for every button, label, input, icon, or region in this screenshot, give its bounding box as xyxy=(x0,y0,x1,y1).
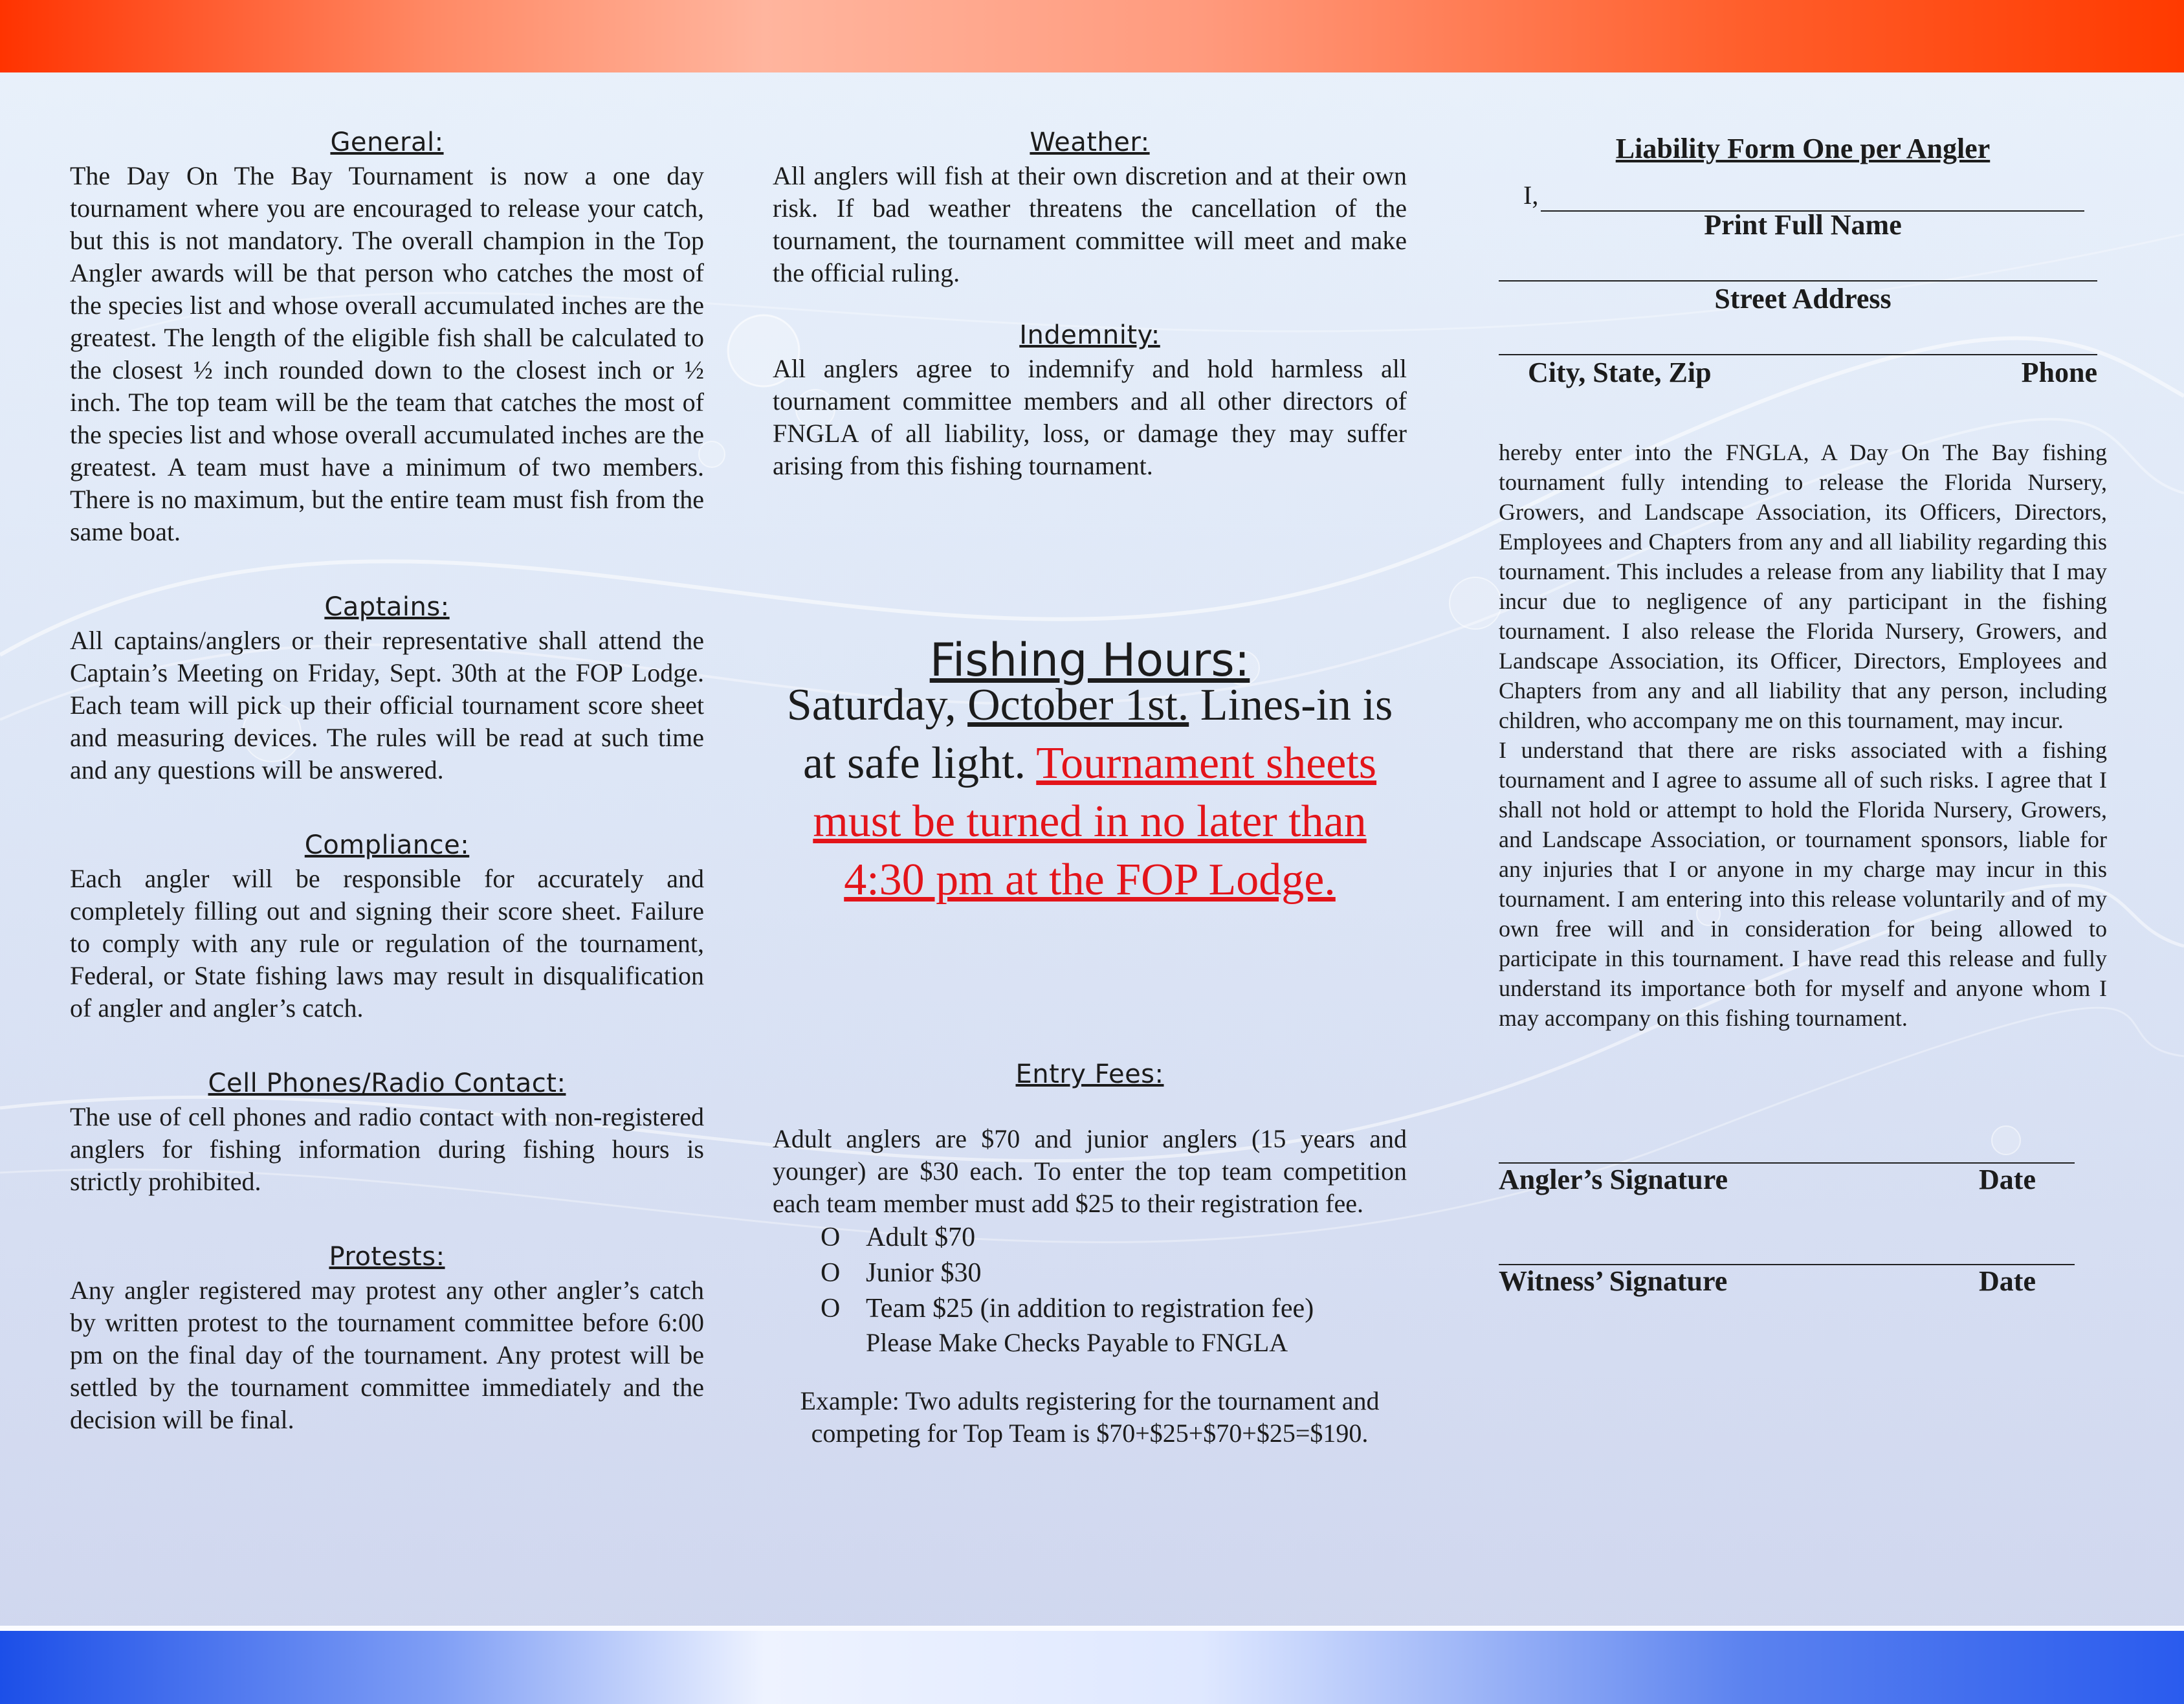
fee-option-label: Adult $70 xyxy=(866,1223,976,1252)
indemnity-section xyxy=(773,319,1407,482)
general-text: The Day On The Bay Tournament is now a one day tournament where you are encouraged to release your catch, but this is not mandatory. The overall champion in the Top Angler awards will be that person who catches the most of the species list and whose overall accumulated inches are the greatest. The length of the eligible fish shall be calculated to the closest ½ inch rounded down to the closest inch or ½ inch. The top team will be the team that catches the most of the species list and whose overall accumulated inches are the greatest. A team must have a minimum of two members. There is no maximum, but the entire team must fish from the same boat. xyxy=(70,161,704,546)
fee-option-label: Team $25 (in addition to registration fee) xyxy=(866,1294,1314,1323)
fee-option-marker: O xyxy=(821,1223,841,1252)
city-phone-label-row xyxy=(1528,357,2097,389)
indemnity-heading: Indemnity: xyxy=(1019,320,1160,350)
protests-heading: Protests: xyxy=(329,1242,445,1272)
phone-label: Phone xyxy=(2021,357,2097,388)
compliance-text: Each angler will be responsible for accurately and completely filling out and signing their score sheet. Failure to comply with any rule or regulation of the tournament, Federal, or State fishing laws may result in disqualification of angler and angler’s catch. xyxy=(70,864,704,1023)
fee-option-adult[interactable] xyxy=(821,1220,1407,1256)
fishing-hours-heading: Fishing Hours: xyxy=(929,634,1250,687)
fishing-hours-deadline: Tournament sheets must be turned in no later than 4:30 pm at the FOP Lodge. xyxy=(813,738,1377,905)
general-heading: General: xyxy=(330,127,444,157)
fishing-hours-prefix: Saturday, xyxy=(786,680,968,730)
fishing-hours-section xyxy=(773,634,1407,909)
witness-date-label: Date xyxy=(1979,1265,2036,1297)
rules-column-middle xyxy=(773,126,1407,1450)
general-section xyxy=(70,126,704,548)
fee-option-marker: O xyxy=(821,1258,841,1288)
name-line-row xyxy=(1523,179,2107,212)
rules-column-left xyxy=(70,126,704,1479)
witness-signature-label-row xyxy=(1499,1265,2075,1298)
protests-section xyxy=(70,1241,704,1436)
compliance-section xyxy=(70,829,704,1024)
fee-option-junior[interactable] xyxy=(821,1256,1407,1291)
fee-option-marker: O xyxy=(821,1294,841,1323)
liability-form xyxy=(1499,133,2107,1298)
city-state-zip-label: City, State, Zip xyxy=(1528,357,1712,388)
fishing-hours-date: October 1st. xyxy=(967,680,1189,730)
release-paragraph-1: hereby enter into the FNGLA, A Day On The Bay fishing tournament fully intending to release the Florida Nursery, Growers, and Landscape Association, its Officers, Directors, Employees and Chapters from any and all liability regarding this tournament. This includes a release from any liability that I may incur due to negligence of any participant in the fishing tournament. I also release the Florida Nursery, Growers, and Landscape Association, its Officer, Directors, Employees and Chapters from any and all liability that any person, including children, who accompany me on this tournament, may incur. xyxy=(1499,439,2107,733)
cell-phones-text: The use of cell phones and radio contact with non-registered anglers for fishing information during fishing hours is strictly prohibited. xyxy=(70,1102,704,1196)
street-address-field[interactable] xyxy=(1499,241,2097,282)
checks-payable-note: Please Make Checks Payable to FNGLA xyxy=(866,1328,1288,1357)
bottom-color-bar xyxy=(0,1626,2184,1704)
city-state-zip-field[interactable] xyxy=(1499,315,2097,355)
weather-heading: Weather: xyxy=(1030,127,1150,157)
i-label: I, xyxy=(1523,181,1539,210)
release-paragraph-2: I understand that there are risks associated with a fishing tournament and I agree to assume all of such risks. I agree that I shall not hold or attempt to hold the Florida Nursery, Growers, and Landscape Association, or tournament sponsors, liable for any injuries that I or anyone in my charge may incur in this tournament. I am entering into this release voluntarily and of my own free will and in consideration for being allowed to participate in this tournament. I have read this release and fully understand its importance both for myself and anyone whom I may accompany on this fishing tournament. xyxy=(1499,737,2107,1031)
angler-signature-label: Angler’s Signature xyxy=(1499,1164,1728,1195)
protests-text: Any angler registered may protest any other angler’s catch by written protest to the tournament committee before 6:00 pm on the final day of the tournament. Any protest will be settled by the tournament committee immediately and the decision will be final. xyxy=(70,1276,704,1434)
entry-fees-heading: Entry Fees: xyxy=(1015,1059,1164,1089)
entry-fees-text: Adult anglers are $70 and junior anglers (15 years and younger) are $30 each. To enter the top team competition each team member must add $25 to their registration fee. xyxy=(773,1124,1407,1218)
liability-form-title: Liability Form One per Angler xyxy=(1615,133,1991,164)
release-text xyxy=(1499,437,2107,1033)
captains-heading: Captains: xyxy=(324,592,450,622)
fee-option-label: Junior $30 xyxy=(866,1258,982,1288)
weather-text: All anglers will fish at their own discretion and at their own risk. If bad weather threatens the cancellation of the tournament, the tournament committee will meet and make the official ruling. xyxy=(773,161,1407,287)
angler-signature-label-row xyxy=(1499,1164,2075,1196)
fishing-hours-text xyxy=(773,676,1407,909)
cell-phones-heading: Cell Phones/Radio Contact: xyxy=(208,1068,566,1098)
fishing-hours-middle: Lines-in is at safe light. xyxy=(802,680,1393,788)
weather-section xyxy=(773,126,1407,289)
entry-fee-example: Example: Two adults registering for the tournament and competing for Top Team is $70+$25+$70+$25=$190. xyxy=(800,1386,1380,1448)
full-name-field[interactable] xyxy=(1541,184,2084,212)
top-color-bar xyxy=(0,0,2184,72)
angler-date-label: Date xyxy=(1979,1164,2036,1195)
fee-option-team[interactable] xyxy=(821,1291,1407,1327)
cell-phones-section xyxy=(70,1067,704,1198)
street-address-label: Street Address xyxy=(1714,283,1892,315)
indemnity-text: All anglers agree to indemnify and hold harmless all tournament committee members and all other directors of FNGLA of all liability, loss, or damage they may suffer arising from this fishing tournament. xyxy=(773,354,1407,480)
entry-fees-section xyxy=(773,1058,1407,1450)
print-name-label: Print Full Name xyxy=(1704,209,1902,241)
witness-signature-label: Witness’ Signature xyxy=(1499,1265,1728,1297)
captains-section xyxy=(70,591,704,786)
compliance-heading: Compliance: xyxy=(304,830,470,860)
entry-fee-options xyxy=(821,1220,1407,1327)
captains-text: All captains/anglers or their representative shall attend the Captain’s Meeting on Friday, Sept. 30th at the FOP Lodge. Each team will pick up their official tournament score sheet and measuring devices. The rules will be read at such time and any questions will be answered. xyxy=(70,626,704,784)
